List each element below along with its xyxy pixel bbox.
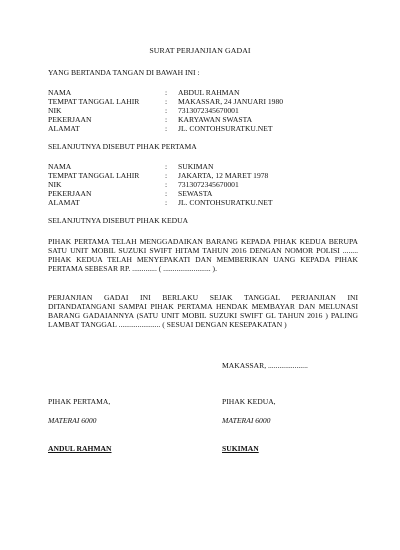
field-label: NAMA [48,162,72,171]
party2-row-birth [48,171,368,180]
field-label: TEMPAT TANGGAL LAHIR [48,171,140,180]
stamp-duty-right: MATERAI 6000 [222,416,271,425]
field-value: 7313072345670001 [178,106,239,115]
field-value: JAKARTA, 12 MARET 1978 [178,171,269,180]
place-date: MAKASSAR, ..................... [222,361,308,370]
field-colon: : [165,189,168,198]
party2-caption: SELANJUTNYA DISEBUT PIHAK KEDUA [48,216,189,225]
field-value: MAKASSAR, 24 JANUARI 1980 [178,97,284,106]
field-colon: : [165,162,168,171]
field-label: ALAMAT [48,124,80,133]
field-value: ABDUL RAHMAN [178,88,240,97]
sign-label-second-party: PIHAK KEDUA, [222,397,276,406]
field-colon: : [165,180,168,189]
party1-row-nik [48,106,368,115]
field-colon: : [165,88,168,97]
field-value: JL. CONTOHSURATKU.NET [178,198,273,207]
field-colon: : [165,97,168,106]
field-colon: : [165,106,168,115]
signer-name-first-party: ANDUL RAHMAN [48,444,112,453]
field-value: JL. CONTOHSURATKU.NET [178,124,273,133]
field-label: TEMPAT TANGGAL LAHIR [48,97,140,106]
field-label: NIK [48,106,62,115]
field-value: SUKIMAN [178,162,214,171]
party2-details [48,162,368,207]
party2-row-job [48,189,368,198]
field-colon: : [165,198,168,207]
field-value: 7313072345670001 [178,180,239,189]
paragraph-pledge: PIHAK PERTAMA TELAH MENGGADAIKAN BARANG KEPADA PIHAK KEDUA BERUPA SATU UNIT MOBIL SUZUKI SWIFT HITAM TAHUN 2016 DENGAN NOMOR POLISI ........ PIHAK KEDUA TELAH MENYEPAKATI DAN MEMBERIKAN UANG KEPADA PIHAK PERTAMA SEBESAR RP. ............. ( ......................... ). [48,237,358,273]
field-label: ALAMAT [48,198,80,207]
field-label: NAMA [48,88,72,97]
paragraph-term: PERJANJIAN GADAI INI BERLAKU SEJAK TANGGAL PERJANJIAN INI DITANDATANGANI SAMPAI PIHAK PERTAMA HENDAK MEMBAYAR DAN MELUNASI BARANG GADAIANNYA (SATU UNIT MOBIL SUZUKI SWIFT GL TAHUN 2016 ) PALING LAMBAT TANGGAL ...................... ( SESUAI DENGAN KESEPAKATAN ) [48,293,358,329]
party1-row-birth [48,97,368,106]
party2-row-name [48,162,368,171]
field-colon: : [165,124,168,133]
field-label: PEKERJAAN [48,115,92,124]
intro-line: YANG BERTANDA TANGAN DI BAWAH INI : [48,68,200,77]
party1-details [48,88,368,133]
document-title: SURAT PERJANJIAN GADAI [149,46,251,55]
party1-row-address [48,124,368,133]
field-label: NIK [48,180,62,189]
stamp-duty-left: MATERAI 6000 [48,416,97,425]
field-colon: : [165,115,168,124]
party2-row-nik [48,180,368,189]
field-colon: : [165,171,168,180]
field-label: PEKERJAAN [48,189,92,198]
sign-label-first-party: PIHAK PERTAMA, [48,397,111,406]
party1-row-job [48,115,368,124]
field-value: SEWASTA [178,189,213,198]
party1-caption: SELANJUTNYA DISEBUT PIHAK PERTAMA [48,142,197,151]
field-value: KARYAWAN SWASTA [178,115,253,124]
party1-row-name [48,88,368,97]
party2-row-address [48,198,368,207]
signer-name-second-party: SUKIMAN [222,444,259,453]
